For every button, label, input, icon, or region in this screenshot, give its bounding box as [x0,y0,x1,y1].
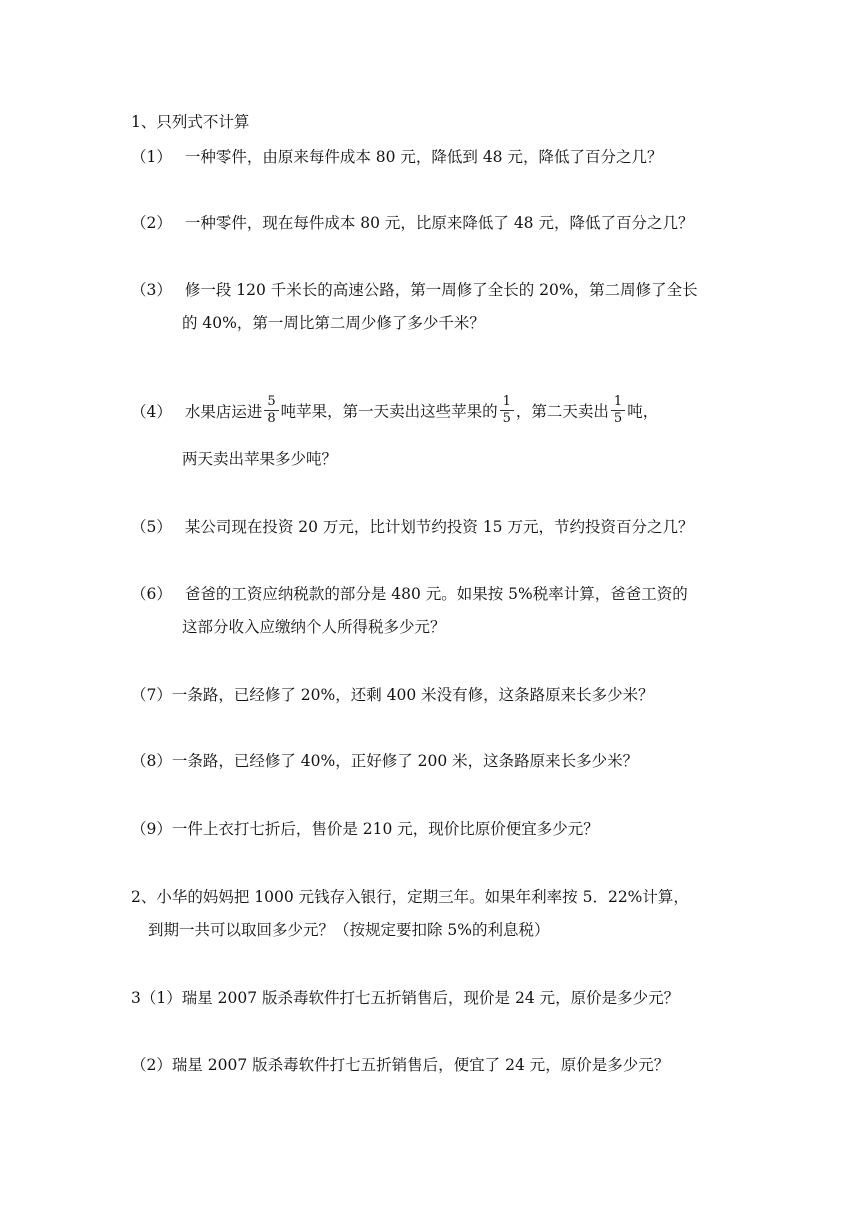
question-number: （2） [131,214,172,232]
fraction-denominator: 8 [264,410,278,427]
fraction-denominator: 5 [611,410,625,427]
question-number: （6） [131,585,172,603]
question-number: （5） [131,518,172,536]
section1-title: 1、只列式不计算 [131,113,250,131]
question-1-1 [131,146,662,168]
fraction-numerator: 5 [267,394,276,409]
question-1-7: （7）一条路，已经修了 20%，还剩 400 米没有修，这条路原来长多少米？ [131,686,654,704]
fraction-denominator: 5 [500,410,514,427]
question-1-3-continued: 的 40%，第一周比第二周少修了多少千米？ [182,314,485,332]
question-2: 2、小华的妈妈把 1000 元钱存入银行，定期三年。如果年利率按 5．22%计算， [131,888,689,906]
fraction-five-eighths [264,394,278,427]
question-text-part: 吨， [627,402,659,421]
question-1-6-continued: 这部分收入应缴纳个人所得税多少元？ [182,618,446,636]
fraction-one-fifth [500,394,514,427]
question-1-2 [131,212,693,234]
fraction-numerator: 1 [502,394,511,409]
question-1-3 [131,279,698,301]
question-1-4 [131,396,658,429]
question-text: 一种零件，现在每件成本 80 元，比原来降低了 48 元，降低了百分之几？ [184,214,694,232]
question-text-part: 吨苹果，第一天卖出这些苹果的 [280,402,498,421]
question-text: 某公司现在投资 20 万元，比计划节约投资 15 万元，节约投资百分之几？ [184,518,694,536]
question-1-6 [131,583,688,605]
question-1-8: （8）一条路，已经修了 40%，正好修了 200 米，这条路原来长多少米？ [131,752,639,770]
fraction-one-fifth [611,394,625,427]
question-2-continued: 到期一共可以取回多少元？（按规定要扣除 5%的利息税） [148,921,550,939]
question-number: （1） [131,148,172,166]
question-text: 爸爸的工资应纳税款的部分是 480 元。如果按 5%税率计算，爸爸工资的 [184,585,688,603]
question-3-1: 3（1）瑞星 2007 版杀毒软件打七五折销售后，现价是 24 元，原价是多少元？ [131,989,680,1007]
question-1-5 [131,516,693,538]
question-text: 修一段 120 千米长的高速公路，第一周修了全长的 20%，第二周修了全长 [184,281,698,299]
fraction-numerator: 1 [613,394,623,409]
question-number: （4） [131,402,172,421]
question-text-part: 水果店运进 [184,402,263,421]
question-3-2: （2）瑞星 2007 版杀毒软件打七五折销售后，便宜了 24 元，原价是多少元？ [131,1056,670,1074]
question-1-4-continued: 两天卖出苹果多少吨？ [182,450,338,468]
question-number: （3） [131,281,172,299]
question-text: 一种零件，由原来每件成本 80 元，降低到 48 元，降低了百分之几？ [184,148,663,166]
question-text-part: ，第二天卖出 [515,402,609,421]
question-1-9: （9）一件上衣打七折后，售价是 210 元，现价比原价便宜多少元？ [131,820,599,838]
